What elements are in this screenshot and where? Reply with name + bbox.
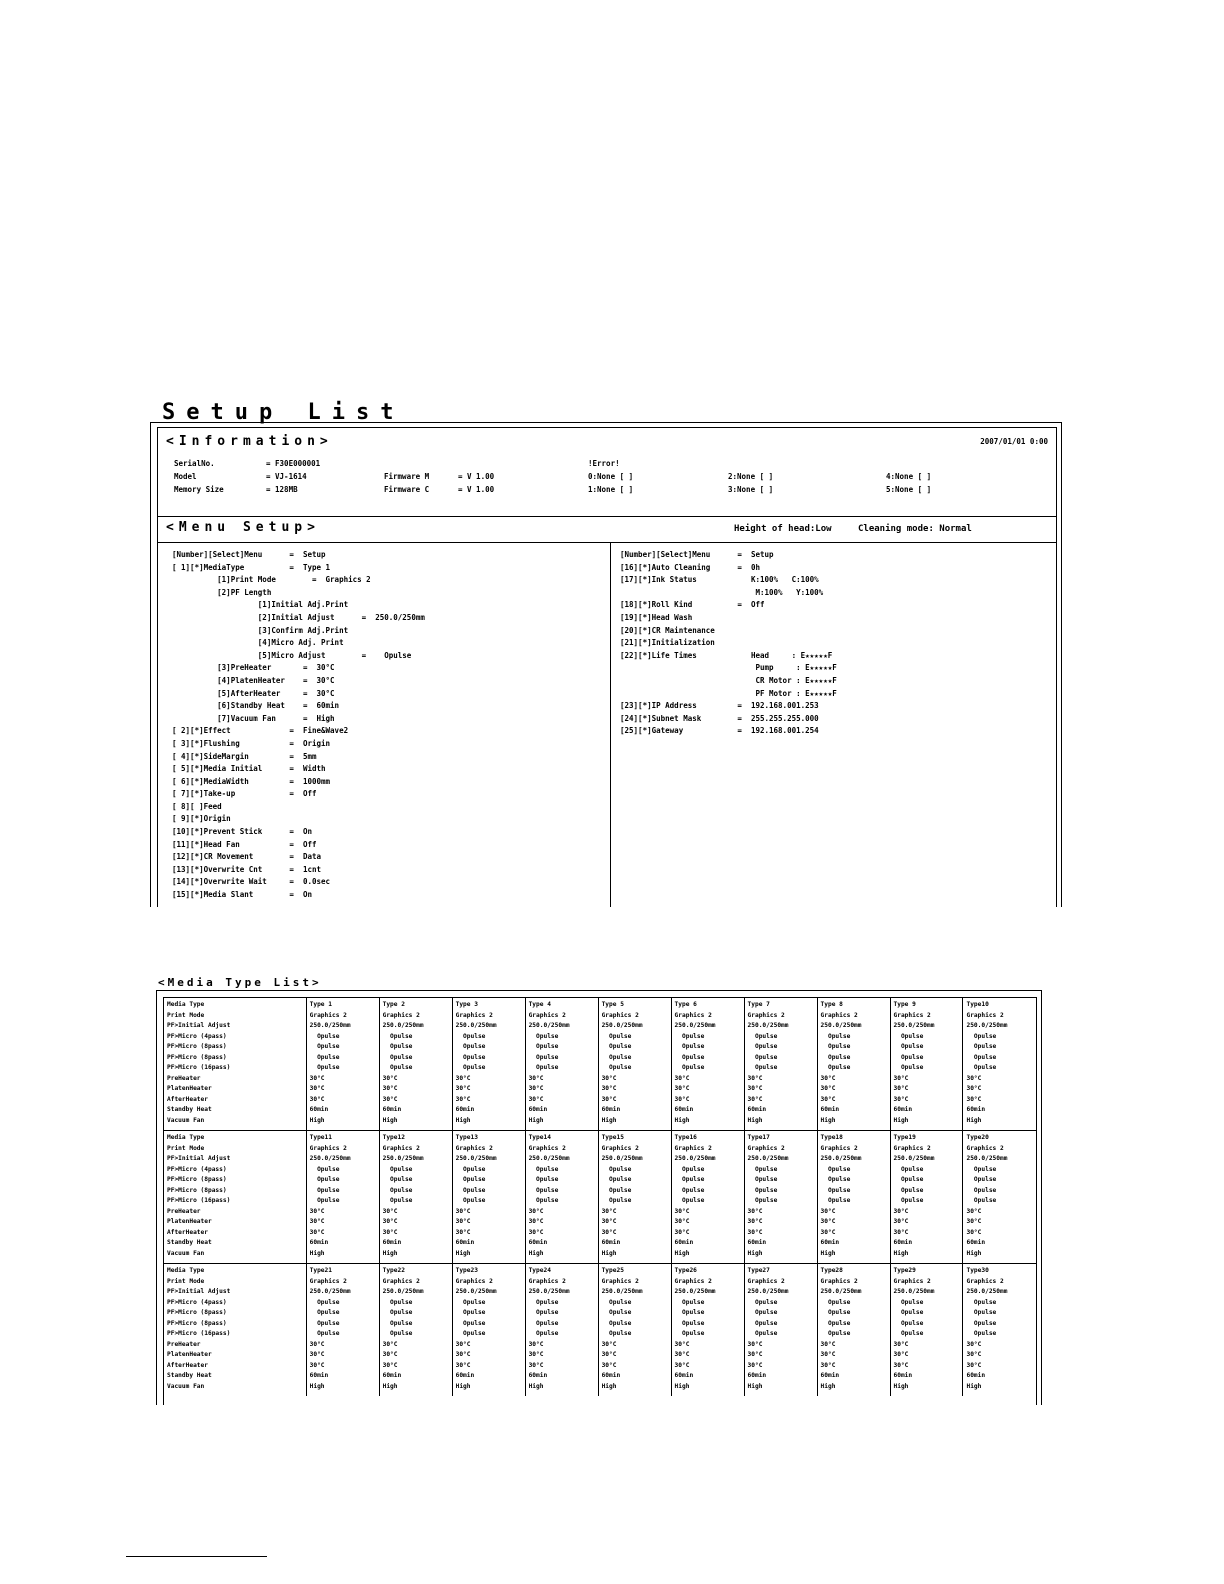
media-type-list-inner xyxy=(163,997,1037,1405)
media-type-name: Type23 xyxy=(455,1267,478,1274)
model-value: = VJ-1614 xyxy=(266,472,307,481)
media-type-values: Graphics 2 250.0/250mm Opulse Opulse Opulse Opulse 30°C 30°C 30°C 60min High xyxy=(455,1011,497,1124)
media-type-values: Graphics 2 250.0/250mm Opulse Opulse Opulse Opulse 30°C 30°C 30°C 60min High xyxy=(747,1011,789,1124)
media-type-name: Type 9 xyxy=(893,1001,916,1008)
menu-left-line: [1]Print Mode = Graphics 2 xyxy=(172,575,371,585)
media-type-block xyxy=(164,1131,1036,1264)
media-type-values: Graphics 2 250.0/250mm Opulse Opulse Opulse Opulse 30°C 30°C 30°C 60min High xyxy=(309,1144,351,1257)
menu-right-line: Pump : E★★★★★F xyxy=(620,663,837,673)
menu-left-line: [7]Vacuum Fan = High xyxy=(172,713,335,723)
media-type-cell xyxy=(525,1131,598,1264)
media-type-values: Graphics 2 250.0/250mm Opulse Opulse Opulse Opulse 30°C 30°C 30°C 60min High xyxy=(601,1277,643,1390)
menu-right-line: M:100% Y:100% xyxy=(620,587,824,597)
media-type-cell xyxy=(452,1264,525,1397)
menu-left-line: [ 9][*]Origin xyxy=(172,814,231,824)
information-heading: <Information> xyxy=(166,434,333,449)
menu-left-line: [15][*]Media Slant = On xyxy=(172,890,312,900)
menu-setup-heading: <Menu Setup> xyxy=(166,520,320,535)
media-type-values: Graphics 2 250.0/250mm Opulse Opulse Opulse Opulse 30°C 30°C 30°C 60min High xyxy=(528,1277,570,1390)
menu-right-line: [23][*]IP Address = 192.168.001.253 xyxy=(620,701,819,711)
media-type-cell xyxy=(598,1131,671,1264)
model-label: Model xyxy=(174,472,197,481)
media-type-values: Graphics 2 250.0/250mm Opulse Opulse Opulse Opulse 30°C 30°C 30°C 60min High xyxy=(309,1277,351,1390)
media-type-values: Graphics 2 250.0/250mm Opulse Opulse Opulse Opulse 30°C 30°C 30°C 60min High xyxy=(601,1011,643,1124)
media-type-name: Type 4 xyxy=(528,1001,551,1008)
media-type-cell xyxy=(598,998,671,1131)
menu-left-line: [4]Micro Adj. Print xyxy=(172,638,344,648)
media-type-values: Graphics 2 250.0/250mm Opulse Opulse Opulse Opulse 30°C 30°C 30°C 60min High xyxy=(455,1144,497,1257)
cleaning-mode-status: Cleaning mode: Normal xyxy=(858,524,972,534)
media-type-name: Type 1 xyxy=(309,1001,332,1008)
menu-left-line: [4]PlatenHeater = 30°C xyxy=(172,675,335,685)
media-type-cell xyxy=(452,998,525,1131)
media-type-cell xyxy=(379,998,452,1131)
media-type-values: Graphics 2 250.0/250mm Opulse Opulse Opulse Opulse 30°C 30°C 30°C 60min High xyxy=(674,1144,716,1257)
media-type-name: Type10 xyxy=(966,1001,989,1008)
menu-left-line: [ 4][*]SideMargin = 5mm xyxy=(172,751,317,761)
firmware-m-label: Firmware M xyxy=(384,472,430,481)
media-type-name: Type 7 xyxy=(747,1001,770,1008)
media-type-values: Graphics 2 250.0/250mm Opulse Opulse Opulse Opulse 30°C 30°C 30°C 60min High xyxy=(382,1011,424,1124)
menu-right-line: [19][*]Head Wash xyxy=(620,612,693,622)
media-type-cell xyxy=(452,1131,525,1264)
media-type-values: Graphics 2 250.0/250mm Opulse Opulse Opulse Opulse 30°C 30°C 30°C 60min High xyxy=(820,1277,862,1390)
media-type-values: Graphics 2 250.0/250mm Opulse Opulse Opulse Opulse 30°C 30°C 30°C 60min High xyxy=(601,1144,643,1257)
media-type-name: Type28 xyxy=(820,1267,843,1274)
memory-value: = 128MB xyxy=(266,485,298,494)
firmware-c-value: = V 1.00 xyxy=(458,485,495,494)
media-type-cell xyxy=(890,1131,963,1264)
media-type-values: Graphics 2 250.0/250mm Opulse Opulse Opulse Opulse 30°C 30°C 30°C 60min High xyxy=(820,1144,862,1257)
menu-right-line: [17][*]Ink Status K:100% C:100% xyxy=(620,575,819,585)
media-type-name: Type 3 xyxy=(455,1001,478,1008)
media-type-values: Graphics 2 250.0/250mm Opulse Opulse Opulse Opulse 30°C 30°C 30°C 60min High xyxy=(382,1277,424,1390)
menu-right-line: CR Motor : E★★★★★F xyxy=(620,675,837,685)
menu-setup-right-list xyxy=(620,549,837,738)
section-divider xyxy=(158,516,1056,517)
media-type-list-frame xyxy=(156,990,1042,1405)
media-type-name: Type27 xyxy=(747,1267,770,1274)
menu-left-line: [ 7][*]Take-up = Off xyxy=(172,789,317,799)
row-labels-cell: Media Type Print Mode PF>Initial Adjust PF>Micro (4pass) PF>Micro (8pass) PF>Micro (8pass) PF>Micro (16pass) PreHeater PlatenHeater AfterHeater Standby Heat Vacuum Fan xyxy=(164,1131,306,1264)
menu-left-line: [14][*]Overwrite Wait = 0.0sec xyxy=(172,877,331,887)
menu-right-line: [20][*]CR Maintenance xyxy=(620,625,715,635)
menu-left-line: [13][*]Overwrite Cnt = 1cnt xyxy=(172,864,322,874)
media-type-cell xyxy=(379,1131,452,1264)
media-type-values: Graphics 2 250.0/250mm Opulse Opulse Opulse Opulse 30°C 30°C 30°C 60min High xyxy=(528,1011,570,1124)
media-type-name: Type20 xyxy=(966,1134,989,1141)
media-type-name: Type29 xyxy=(893,1267,916,1274)
media-type-cell xyxy=(306,1131,379,1264)
column-divider xyxy=(610,542,611,907)
media-type-block xyxy=(164,1264,1036,1397)
menu-left-line: [ 6][*]MediaWidth = 1000mm xyxy=(172,776,331,786)
error-label: !Error! xyxy=(588,459,620,468)
media-type-name: Type21 xyxy=(309,1267,332,1274)
media-type-cell xyxy=(890,998,963,1131)
media-type-cell xyxy=(963,998,1036,1131)
media-type-name: Type12 xyxy=(382,1134,405,1141)
menu-right-line: [16][*]Auto Cleaning = 0h xyxy=(620,562,760,572)
media-type-name: Type17 xyxy=(747,1134,770,1141)
row-labels-cell: Media Type Print Mode PF>Initial Adjust PF>Micro (4pass) PF>Micro (8pass) PF>Micro (8pass) PF>Micro (16pass) PreHeater PlatenHeater AfterHeater Standby Heat Vacuum Fan xyxy=(164,1264,306,1397)
media-type-cell xyxy=(963,1131,1036,1264)
menu-left-line: [12][*]CR Movement = Data xyxy=(172,852,322,862)
media-type-values: Graphics 2 250.0/250mm Opulse Opulse Opulse Opulse 30°C 30°C 30°C 60min High xyxy=(966,1144,1008,1257)
media-type-values: Graphics 2 250.0/250mm Opulse Opulse Opulse Opulse 30°C 30°C 30°C 60min High xyxy=(528,1144,570,1257)
head-height-status: Height of head:Low xyxy=(734,524,832,534)
footnote-rule xyxy=(126,1556,267,1557)
menu-left-line: [ 3][*]Flushing = Origin xyxy=(172,738,331,748)
menu-left-line: [5]AfterHeater = 30°C xyxy=(172,688,335,698)
media-type-values: Graphics 2 250.0/250mm Opulse Opulse Opulse Opulse 30°C 30°C 30°C 60min High xyxy=(893,1011,935,1124)
media-type-cell xyxy=(598,1264,671,1397)
media-type-cell xyxy=(744,998,817,1131)
media-type-block xyxy=(164,998,1036,1131)
error-item: 4:None [ ] xyxy=(886,472,932,481)
menu-left-line: [5]Micro Adjust = Opulse xyxy=(172,650,412,660)
media-type-name: Type 2 xyxy=(382,1001,405,1008)
error-item: 2:None [ ] xyxy=(728,472,774,481)
menu-left-line: [Number][Select]Menu = Setup xyxy=(172,550,326,559)
memory-label: Memory Size xyxy=(174,485,224,494)
media-type-name: Type 6 xyxy=(674,1001,697,1008)
row-labels-cell: Media Type Print Mode PF>Initial Adjust PF>Micro (4pass) PF>Micro (8pass) PF>Micro (8pass) PF>Micro (16pass) PreHeater PlatenHeater AfterHeater Standby Heat Vacuum Fan xyxy=(167,1001,231,1124)
media-type-cell xyxy=(744,1264,817,1397)
media-type-values: Graphics 2 250.0/250mm Opulse Opulse Opulse Opulse 30°C 30°C 30°C 60min High xyxy=(966,1011,1008,1124)
media-type-cell xyxy=(671,1264,744,1397)
media-type-name: Type 8 xyxy=(820,1001,843,1008)
media-type-cell xyxy=(306,1264,379,1397)
menu-left-line: [ 8][ ]Feed xyxy=(172,801,222,811)
media-type-name: Type22 xyxy=(382,1267,405,1274)
media-type-name: Type24 xyxy=(528,1267,551,1274)
firmware-m-value: = V 1.00 xyxy=(458,472,495,481)
menu-left-line: [6]Standby Heat = 60min xyxy=(172,701,340,711)
menu-right-line: [18][*]Roll Kind = Off xyxy=(620,600,765,610)
media-type-values: Graphics 2 250.0/250mm Opulse Opulse Opulse Opulse 30°C 30°C 30°C 60min High xyxy=(966,1277,1008,1390)
firmware-c-label: Firmware C xyxy=(384,485,430,494)
media-type-cell xyxy=(817,1131,890,1264)
media-type-name: Type16 xyxy=(674,1134,697,1141)
error-item: 3:None [ ] xyxy=(728,485,774,494)
media-type-values: Graphics 2 250.0/250mm Opulse Opulse Opulse Opulse 30°C 30°C 30°C 60min High xyxy=(747,1144,789,1257)
media-type-list-heading: <Media Type List> xyxy=(158,976,322,989)
page-title: Setup List xyxy=(162,400,405,425)
media-type-cell xyxy=(890,1264,963,1397)
serial-label: SerialNo. xyxy=(174,459,215,468)
media-type-name: Type18 xyxy=(820,1134,843,1141)
media-type-name: Type14 xyxy=(528,1134,551,1141)
media-type-name: Type 5 xyxy=(601,1001,624,1008)
media-type-name: Type13 xyxy=(455,1134,478,1141)
setup-list-frame xyxy=(150,422,1062,907)
menu-right-line: PF Motor : E★★★★★F xyxy=(620,688,837,698)
error-item: 5:None [ ] xyxy=(886,485,932,494)
media-type-values: Graphics 2 250.0/250mm Opulse Opulse Opulse Opulse 30°C 30°C 30°C 60min High xyxy=(309,1011,351,1124)
menu-right-line: [21][*]Initialization xyxy=(620,638,715,648)
media-type-cell xyxy=(963,1264,1036,1397)
media-type-values: Graphics 2 250.0/250mm Opulse Opulse Opulse Opulse 30°C 30°C 30°C 60min High xyxy=(382,1144,424,1257)
media-type-values: Graphics 2 250.0/250mm Opulse Opulse Opulse Opulse 30°C 30°C 30°C 60min High xyxy=(455,1277,497,1390)
media-type-cell xyxy=(817,1264,890,1397)
serial-value: = F30E000001 xyxy=(266,459,321,468)
media-type-name: Type25 xyxy=(601,1267,624,1274)
media-type-name: Type30 xyxy=(966,1267,989,1274)
section-divider xyxy=(158,542,1056,543)
media-type-cell xyxy=(671,1131,744,1264)
media-type-cell xyxy=(379,1264,452,1397)
menu-left-line: [ 2][*]Effect = Fine&Wave2 xyxy=(172,726,349,736)
error-item: 1:None [ ] xyxy=(588,485,634,494)
media-type-cell xyxy=(525,1264,598,1397)
media-type-name: Type11 xyxy=(309,1134,332,1141)
menu-right-line: [24][*]Subnet Mask = 255.255.255.000 xyxy=(620,713,819,723)
media-type-values: Graphics 2 250.0/250mm Opulse Opulse Opulse Opulse 30°C 30°C 30°C 60min High xyxy=(893,1144,935,1257)
media-type-cell xyxy=(525,998,598,1131)
setup-list-inner xyxy=(157,427,1057,907)
media-type-table xyxy=(164,998,1036,1396)
menu-left-line: [3]PreHeater = 30°C xyxy=(172,663,335,673)
report-date: 2007/01/01 0:00 xyxy=(980,437,1048,446)
menu-right-line: [25][*]Gateway = 192.168.001.254 xyxy=(620,726,819,736)
media-type-values: Graphics 2 250.0/250mm Opulse Opulse Opulse Opulse 30°C 30°C 30°C 60min High xyxy=(820,1011,862,1124)
menu-left-line: [11][*]Head Fan = Off xyxy=(172,839,317,849)
media-type-values: Graphics 2 250.0/250mm Opulse Opulse Opulse Opulse 30°C 30°C 30°C 60min High xyxy=(674,1277,716,1390)
menu-left-line: [3]Confirm Adj.Print xyxy=(172,625,349,635)
media-type-cell xyxy=(744,1131,817,1264)
media-type-cell xyxy=(671,998,744,1131)
media-type-values: Graphics 2 250.0/250mm Opulse Opulse Opulse Opulse 30°C 30°C 30°C 60min High xyxy=(674,1011,716,1124)
media-type-name: Type19 xyxy=(893,1134,916,1141)
media-type-cell xyxy=(306,998,379,1131)
media-type-values: Graphics 2 250.0/250mm Opulse Opulse Opulse Opulse 30°C 30°C 30°C 60min High xyxy=(747,1277,789,1390)
menu-left-line: [2]PF Length xyxy=(172,587,272,597)
menu-left-line: [10][*]Prevent Stick = On xyxy=(172,827,312,837)
menu-left-line: [1]Initial Adj.Print xyxy=(172,600,349,610)
media-type-name: Type15 xyxy=(601,1134,624,1141)
menu-left-line: [ 1][*]MediaType = Type 1 xyxy=(172,562,331,572)
menu-left-line: [2]Initial Adjust = 250.0/250mm xyxy=(172,612,425,622)
menu-left-line: [ 5][*]Media Initial = Width xyxy=(172,764,326,774)
media-type-values: Graphics 2 250.0/250mm Opulse Opulse Opulse Opulse 30°C 30°C 30°C 60min High xyxy=(893,1277,935,1390)
menu-setup-left-list xyxy=(172,549,425,902)
error-item: 0:None [ ] xyxy=(588,472,634,481)
media-type-name: Type26 xyxy=(674,1267,697,1274)
menu-right-line: [Number][Select]Menu = Setup xyxy=(620,550,774,559)
menu-right-line: [22][*]Life Times Head : E★★★★★F xyxy=(620,650,833,660)
media-type-cell xyxy=(817,998,890,1131)
